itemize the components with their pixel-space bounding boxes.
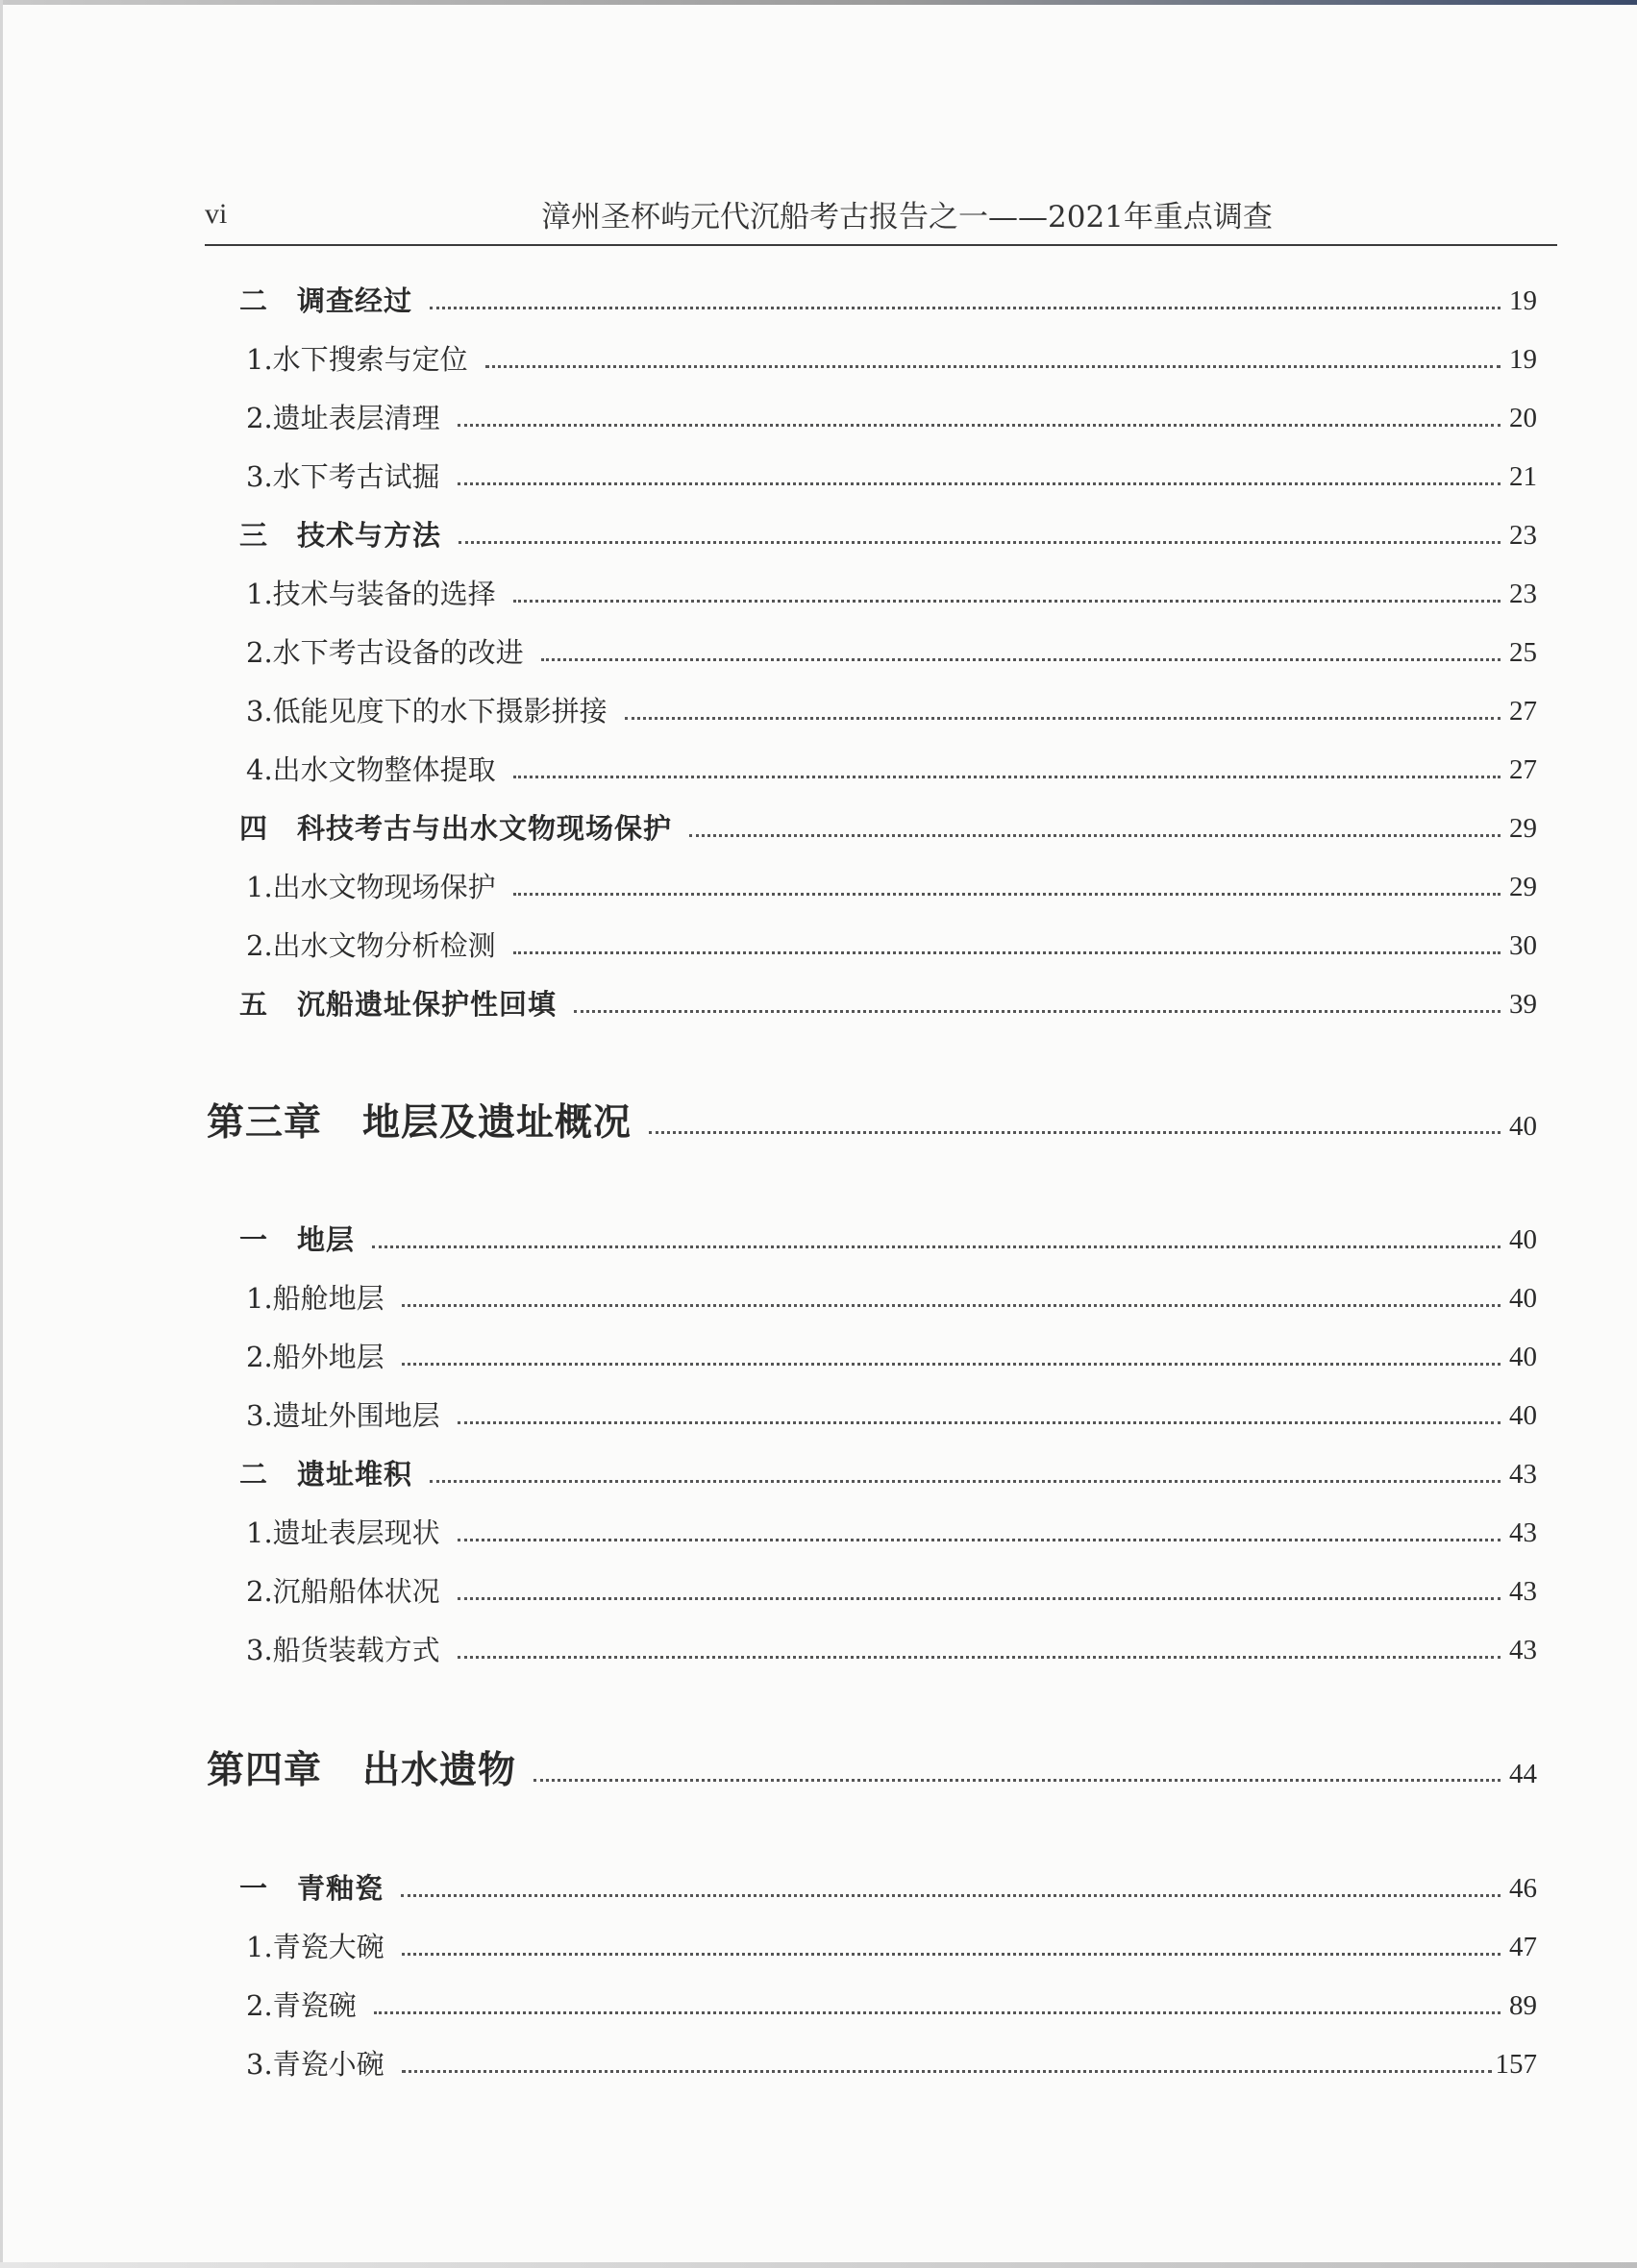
toc-entry-title (205, 280, 412, 322)
toc-entry-text: 遗址堆积 (297, 1458, 413, 1491)
toc-entry-sub (205, 1277, 1537, 1319)
toc-entry-section (205, 280, 1537, 322)
toc-entry-title: 2.出水文物分析检测 (246, 929, 496, 962)
toc-entry-number: 一 (239, 1872, 269, 1905)
toc-entry-title: 1.技术与装备的选择 (246, 578, 496, 610)
toc-page-number: 43 (1509, 1635, 1537, 1665)
toc-page-number: 40 (1509, 1400, 1537, 1431)
toc-entry-sub (205, 338, 1537, 381)
toc-dot-leader (458, 482, 1501, 485)
toc-page-number: 47 (1509, 1932, 1537, 1962)
scan-edge-bottom (0, 2262, 1637, 2268)
toc-page-number: 25 (1509, 637, 1537, 668)
toc-entry-number: 三 (239, 519, 269, 552)
toc-dot-leader (649, 1131, 1501, 1134)
toc-entry-sub (205, 924, 1537, 967)
toc-entry-sub (205, 749, 1537, 791)
toc-entry-title: 3.低能见度下的水下摄影拼接 (246, 695, 608, 727)
toc-entry-title (205, 1094, 632, 1151)
page-header (205, 188, 1557, 246)
toc-entry-title: 1.青瓷大碗 (246, 1931, 384, 1963)
toc-dot-leader (574, 1010, 1501, 1013)
toc-dot-leader (402, 1363, 1501, 1366)
toc-dot-leader (458, 1539, 1501, 1541)
toc-dot-leader (430, 307, 1501, 309)
toc-entry-sub (205, 866, 1537, 908)
toc-entry-number: 第四章 (207, 1748, 323, 1792)
toc-entry-sub (205, 631, 1537, 674)
toc-dot-leader (459, 541, 1501, 544)
toc-dot-leader (513, 951, 1501, 954)
toc-entry-text: 青釉瓷 (297, 1872, 384, 1905)
toc-entry-number: 一 (239, 1223, 269, 1256)
toc-entry-sub (205, 1570, 1537, 1613)
toc-dot-leader (458, 424, 1501, 427)
toc-entry-sub (205, 397, 1537, 439)
toc-dot-leader (458, 1421, 1501, 1424)
toc-page-number: 157 (1495, 2049, 1537, 2080)
toc-page-number: 39 (1509, 989, 1537, 1020)
toc-entry-sub (205, 2043, 1537, 2085)
toc-entry-text: 地层及遗址概况 (362, 1100, 632, 1145)
toc-entry-section (205, 1219, 1537, 1261)
toc-page-number: 40 (1509, 1111, 1537, 1142)
toc-dot-leader (374, 2011, 1501, 2014)
toc-entry-number: 四 (239, 812, 269, 845)
toc-entry-title: 2.船外地层 (246, 1341, 384, 1373)
toc-dot-leader (372, 1245, 1501, 1248)
scan-edge-top (0, 0, 1637, 5)
toc-entry-title (205, 514, 441, 556)
toc-entry-sub (205, 573, 1537, 615)
toc-dot-leader (402, 1304, 1501, 1307)
toc-dot-leader (513, 776, 1501, 778)
toc-page-number: 44 (1509, 1759, 1537, 1789)
toc-entry-title: 2.水下考古设备的改进 (246, 636, 524, 669)
toc-page-number: 30 (1509, 930, 1537, 961)
toc-entry-sub (205, 690, 1537, 732)
toc-entry-text: 技术与方法 (297, 519, 442, 552)
toc-page-number: 43 (1509, 1576, 1537, 1607)
running-title: 漳州圣杯屿元代沉船考古报告之一——2021年重点调查 (541, 200, 1273, 234)
toc-dot-leader (541, 658, 1501, 661)
toc-entry-sub (205, 1984, 1537, 2027)
toc-entry-sub (205, 456, 1537, 498)
toc-page-number: 46 (1509, 1873, 1537, 1904)
toc-entry-title: 2.青瓷碗 (246, 1989, 357, 2022)
toc-entry-sub (205, 1336, 1537, 1378)
toc-entry-sub (205, 1629, 1537, 1671)
toc-dot-leader (401, 1894, 1501, 1897)
toc-entry-title: 4.出水文物整体提取 (246, 753, 496, 786)
toc-dot-leader (513, 893, 1501, 896)
toc-page-number: 40 (1509, 1224, 1537, 1255)
toc-entry-title: 3.水下考古试掘 (246, 460, 440, 493)
toc-page-number: 19 (1509, 285, 1537, 316)
toc-dot-leader (625, 717, 1501, 720)
toc-entry-sub (205, 1512, 1537, 1554)
toc-page-number: 27 (1509, 696, 1537, 727)
toc-entry-sub (205, 1926, 1537, 1968)
toc-entry-chapter (205, 1741, 1537, 1799)
toc-dot-leader (485, 365, 1501, 368)
toc-dot-leader (402, 2070, 1492, 2073)
toc-entry-section (205, 983, 1537, 1025)
toc-entry-number: 第三章 (207, 1100, 323, 1145)
scan-edge-left (0, 0, 3, 2268)
toc-entry-title (205, 1867, 384, 1910)
toc-entry-title: 1.水下搜索与定位 (246, 343, 468, 376)
toc-entry-text: 科技考古与出水文物现场保护 (297, 812, 673, 845)
toc-entry-number: 五 (239, 988, 269, 1021)
toc-entry-title: 2.遗址表层清理 (246, 402, 440, 434)
toc-page-number: 21 (1509, 461, 1537, 492)
toc-page-number: 20 (1509, 403, 1537, 433)
toc-page-number: 43 (1509, 1459, 1537, 1490)
toc-entry-section (205, 1867, 1537, 1910)
toc-page-number: 43 (1509, 1517, 1537, 1548)
toc-entry-chapter (205, 1094, 1537, 1151)
toc-entry-section (205, 514, 1537, 556)
page-folio: vi (205, 198, 228, 230)
toc-entry-title (205, 1453, 412, 1495)
toc-entry-section (205, 807, 1537, 850)
toc-entry-title: 1.出水文物现场保护 (246, 871, 496, 903)
toc-page-number: 27 (1509, 754, 1537, 785)
toc-dot-leader (458, 1597, 1501, 1600)
toc-page-number: 23 (1509, 579, 1537, 609)
toc-dot-leader (513, 600, 1501, 603)
toc-dot-leader (689, 834, 1501, 837)
toc-entry-title (205, 983, 557, 1025)
toc-entry-title: 3.遗址外围地层 (246, 1399, 440, 1432)
toc-dot-leader (402, 1953, 1501, 1956)
toc-entry-title (205, 1219, 355, 1261)
toc-page-number: 40 (1509, 1342, 1537, 1372)
toc-entry-text: 沉船遗址保护性回填 (297, 988, 558, 1021)
toc-dot-leader (458, 1656, 1501, 1659)
toc-entry-number: 二 (239, 284, 269, 317)
toc-dot-leader (533, 1779, 1501, 1782)
toc-entry-title: 3.船货装载方式 (246, 1634, 440, 1666)
toc-page-number: 29 (1509, 872, 1537, 902)
toc-page-number: 29 (1509, 813, 1537, 844)
toc-page-number: 89 (1509, 1990, 1537, 2021)
toc-entry-title: 2.沉船船体状况 (246, 1575, 440, 1608)
toc-entry-title: 3.青瓷小碗 (246, 2048, 384, 2081)
toc-entry-title: 1.船舱地层 (246, 1282, 384, 1315)
toc-entry-text: 出水遗物 (362, 1748, 517, 1792)
toc-dot-leader (430, 1480, 1501, 1483)
toc-page-number: 23 (1509, 520, 1537, 551)
toc-entry-title (205, 1741, 516, 1799)
toc-page-number: 40 (1509, 1283, 1537, 1314)
toc-entry-number: 二 (239, 1458, 269, 1491)
toc-page-number: 19 (1509, 344, 1537, 375)
toc-entry-section (205, 1453, 1537, 1495)
toc-entry-title: 1.遗址表层现状 (246, 1516, 440, 1549)
toc-entry-sub (205, 1394, 1537, 1437)
toc-entry-text: 调查经过 (297, 284, 413, 317)
toc-entry-text: 地层 (297, 1223, 356, 1256)
toc-entry-title (205, 807, 672, 850)
